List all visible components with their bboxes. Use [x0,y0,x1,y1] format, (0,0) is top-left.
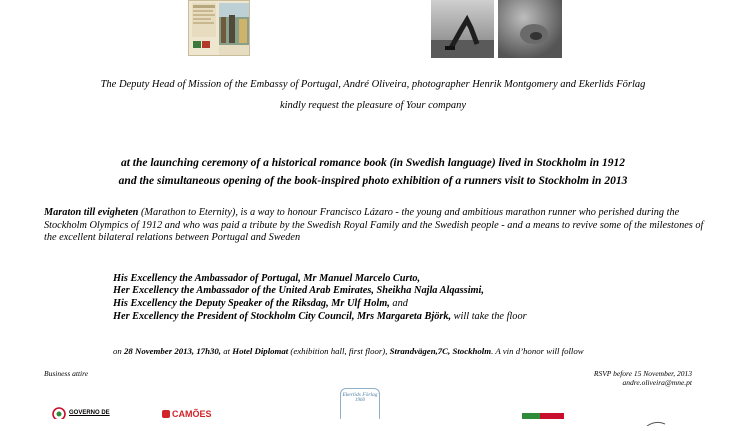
guest-line-4 [113,311,673,323]
closeup-detail [498,0,562,58]
description-paragraph [44,207,704,245]
headline-line-2: and the simultaneous opening of the book-inspired photo exhibition of a runners visit to Stockholm in 2013 [118,175,628,187]
runner-photo [431,0,494,58]
guest-line-3-name: His Excellency the Deputy Speaker of the Riksdag, Mr Ulf Holm, [113,298,390,309]
event-city: Stockholm [450,346,492,356]
partner-logo [646,413,666,419]
flag-green-band [522,413,540,419]
event-venue: Hotel Diplomat [232,346,289,356]
event-date: 28 November 2013, 17h30, [124,346,222,356]
business-attire: Business attire [44,369,89,378]
governo-emblem-icon [52,406,66,419]
rsvp-email: andre.oliveira@mne.pt [622,378,692,387]
intro-line-1: The Deputy Head of Mission of the Embassy of Portugal, André Oliveira, photographer Henrik Montgomery and Ekerlids Förlag [100,79,646,90]
guest-line-2: Her Excellency the Ambassador of the United Arab Emirates, Sheikha Najla Alqassimi, [113,285,484,296]
headline-line-1: at the launching ceremony of a historical romance book (in Swedish language) lived in Stockholm in 1912 [120,157,626,169]
camoes-mark-icon [162,410,170,418]
closeup-photo [498,0,562,58]
camoes-text: CAMÕES [172,409,212,419]
portugal-flag-logo [522,413,564,419]
event-follow: . A vin d’honor will follow [491,346,584,356]
guest-line-3-rest: and [389,298,408,309]
guest-line-1: His Excellency the Ambassador of Portugal, Mr Manuel Marcelo Curto, [113,273,421,284]
runner-figure [431,0,494,58]
publisher-logo [340,388,380,419]
book-title: Maraton till evigheten [44,207,139,218]
event-street: Strandvägen,7C, [389,346,451,356]
event-details [113,346,673,357]
event-venue-detail: (exhibition hall, first floor), [288,346,390,356]
book-cover-art [189,1,250,56]
description-text: (Marathon to Eternity), is a way to honour Francisco Lázaro - the young and ambitious marathon runner who perished during the Stockholm Olympics of 1912 and who was paid a tribute by the Swedish Royal Family and the Swedish people - and a means to revive some of the milestones of the excellent bilateral relations between Portugal and Sweden [44,207,704,243]
book-cover-image [188,0,250,56]
guest-line-3 [113,298,673,310]
partner-swoosh-icon [646,420,666,426]
publisher-name: Ekerlids Förlag [342,392,378,398]
event-on: on [113,346,124,356]
guest-line-4-rest: will take the floor [451,311,527,322]
publisher-year: 1960 [355,398,365,403]
intro-line-2: kindly request the pleasure of Your company [279,100,467,111]
flag-red-band [540,413,564,419]
guest-line-4-name: Her Excellency the President of Stockholm City Council, Mrs Margareta Björk, [113,311,452,322]
rsvp-text: RSVP before 15 November, 2013 [593,369,692,378]
camoes-logo [162,409,212,419]
governo-logo [52,406,122,419]
governo-text: GOVERNO DE [69,410,110,416]
event-at: at [221,346,233,356]
